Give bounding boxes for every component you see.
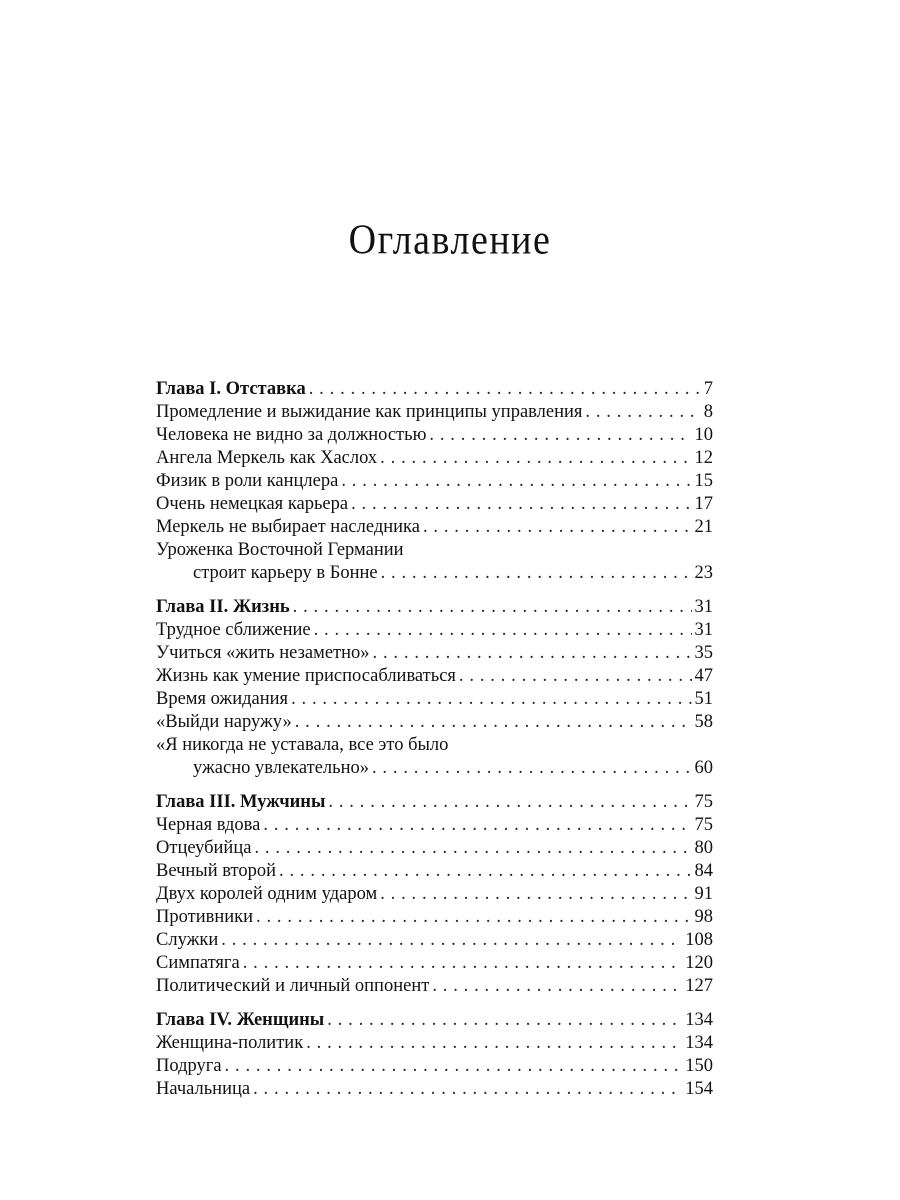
toc-page-number: 84 xyxy=(694,861,713,881)
toc-entry-title: Вечный второй xyxy=(156,861,277,881)
toc-entry-title: строит карьеру в Бонне xyxy=(193,563,378,583)
toc-entry[interactable] xyxy=(156,619,713,642)
toc-entry[interactable] xyxy=(156,814,713,837)
toc-entry-title: «Я никогда не уставала, все это было xyxy=(156,735,449,755)
toc-entry-title: Черная вдова xyxy=(156,815,261,835)
dot-leader xyxy=(381,562,692,585)
toc-entry[interactable] xyxy=(156,929,713,952)
toc-page-number: 154 xyxy=(685,1079,713,1099)
toc-page-number: 31 xyxy=(694,597,713,617)
toc-entry-title: Подруга xyxy=(156,1056,222,1076)
toc-page-number: 127 xyxy=(685,976,713,996)
toc-entry-title: Отцеубийца xyxy=(156,838,252,858)
toc-entry-title: Женщина-политик xyxy=(156,1033,304,1053)
dot-leader xyxy=(328,791,691,814)
dot-leader xyxy=(423,516,692,539)
toc-page-number: 58 xyxy=(694,712,713,732)
dot-leader xyxy=(253,1078,682,1101)
toc-entry[interactable] xyxy=(156,837,713,860)
toc-entry-title: Начальница xyxy=(156,1079,251,1099)
toc-page-number: 120 xyxy=(685,953,713,973)
toc-page-number: 23 xyxy=(694,563,713,583)
toc-entry-title: Время ожидания xyxy=(156,689,289,709)
chapter-separator xyxy=(156,998,713,1009)
toc-chapter-title: Глава I. Отставка xyxy=(156,379,306,399)
toc-entry-title: Физик в роли канцлера xyxy=(156,471,339,491)
toc-entry[interactable] xyxy=(156,424,713,447)
toc-page-number: 8 xyxy=(703,402,713,422)
dot-leader xyxy=(432,975,682,998)
toc-entry[interactable] xyxy=(156,975,713,998)
toc-page-number: 134 xyxy=(685,1010,713,1030)
dot-leader xyxy=(221,929,682,952)
toc-entry[interactable] xyxy=(156,562,713,585)
dot-leader xyxy=(380,447,691,470)
toc-entry[interactable] xyxy=(156,493,713,516)
toc-entry-title: Уроженка Восточной Германии xyxy=(156,540,404,560)
toc-entry[interactable] xyxy=(156,642,713,665)
toc-entry-title: Симпатяга xyxy=(156,953,240,973)
toc-page-number: 91 xyxy=(694,884,713,904)
toc-page-number: 134 xyxy=(685,1033,713,1053)
toc-page-number: 47 xyxy=(694,666,713,686)
toc-chapter-title: Глава III. Мужчины xyxy=(156,792,326,812)
toc-page-number: 17 xyxy=(694,494,713,514)
dot-leader xyxy=(309,378,701,401)
toc-page-number: 10 xyxy=(694,425,713,445)
toc-chapter-heading[interactable] xyxy=(156,378,713,401)
toc-entry-title: Очень немецкая карьера xyxy=(156,494,349,514)
chapter-separator xyxy=(156,585,713,596)
dot-leader xyxy=(429,424,691,447)
toc-entry-title: Трудное сближение xyxy=(156,620,311,640)
dot-leader xyxy=(254,837,691,860)
dot-leader xyxy=(373,642,692,665)
toc-entry[interactable] xyxy=(156,1055,713,1078)
dot-leader xyxy=(293,596,692,619)
toc-entry-title: Жизнь как умение приспосабливаться xyxy=(156,666,456,686)
toc-entry[interactable] xyxy=(156,883,713,906)
toc-chapter-heading[interactable] xyxy=(156,1009,713,1032)
toc-entry[interactable] xyxy=(156,401,713,424)
toc-entry[interactable] xyxy=(156,711,713,734)
dot-leader xyxy=(351,493,691,516)
dot-leader xyxy=(263,814,691,837)
toc-entry[interactable] xyxy=(156,906,713,929)
toc-entry-title: Служки xyxy=(156,930,219,950)
dot-leader xyxy=(225,1055,683,1078)
toc-page-number: 98 xyxy=(694,907,713,927)
toc-page-number: 60 xyxy=(694,758,713,778)
table-of-contents xyxy=(156,378,713,1101)
toc-entry-title: Ангела Меркель как Хаслох xyxy=(156,448,378,468)
dot-leader xyxy=(585,401,700,424)
dot-leader xyxy=(306,1032,682,1055)
dot-leader xyxy=(279,860,691,883)
toc-entry-title: «Выйди наружу» xyxy=(156,712,292,732)
toc-chapter-title: Глава IV. Женщины xyxy=(156,1010,325,1030)
dot-leader xyxy=(341,470,691,493)
toc-entry[interactable] xyxy=(156,447,713,470)
toc-entry[interactable] xyxy=(156,952,713,975)
dot-leader xyxy=(256,906,691,929)
toc-entry[interactable] xyxy=(156,688,713,711)
dot-leader xyxy=(243,952,683,975)
toc-page-number: 108 xyxy=(685,930,713,950)
dot-leader xyxy=(459,665,692,688)
toc-page-number: 12 xyxy=(694,448,713,468)
toc-entry[interactable] xyxy=(156,734,713,757)
page-title: Оглавление xyxy=(348,216,552,264)
toc-chapter-heading[interactable] xyxy=(156,596,713,619)
toc-entry-title: Человека не видно за должностью xyxy=(156,425,427,445)
dot-leader xyxy=(372,757,692,780)
dot-leader xyxy=(314,619,692,642)
toc-entry-title: Двух королей одним ударом xyxy=(156,884,378,904)
toc-page-number: 80 xyxy=(694,838,713,858)
toc-entry[interactable] xyxy=(156,665,713,688)
toc-chapter-title: Глава II. Жизнь xyxy=(156,597,290,617)
dot-leader xyxy=(295,711,692,734)
toc-page-number: 75 xyxy=(694,792,713,812)
toc-entry-title: Противники xyxy=(156,907,254,927)
toc-entry-title: Политический и личный оппонент xyxy=(156,976,430,996)
toc-page-number: 35 xyxy=(694,643,713,663)
toc-entry-title: Учиться «жить незаметно» xyxy=(156,643,370,663)
toc-page-number: 15 xyxy=(694,471,713,491)
toc-entry[interactable] xyxy=(156,1078,713,1101)
toc-page-number: 7 xyxy=(703,379,713,399)
toc-page-number: 51 xyxy=(694,689,713,709)
dot-leader xyxy=(380,883,691,906)
toc-chapter-heading[interactable] xyxy=(156,791,713,814)
chapter-separator xyxy=(156,780,713,791)
toc-page-number: 75 xyxy=(694,815,713,835)
toc-entry[interactable] xyxy=(156,1032,713,1055)
toc-page-number: 21 xyxy=(694,517,713,537)
toc-entry-title: ужасно увлекательно» xyxy=(193,758,369,778)
toc-entry[interactable] xyxy=(156,539,713,562)
toc-page-number: 31 xyxy=(694,620,713,640)
toc-entry[interactable] xyxy=(156,860,713,883)
dot-leader xyxy=(327,1009,682,1032)
dot-leader xyxy=(291,688,691,711)
toc-entry-title: Промедление и выжидание как принципы управления xyxy=(156,402,583,422)
toc-page-number: 150 xyxy=(685,1056,713,1076)
toc-entry-title: Меркель не выбирает наследника xyxy=(156,517,420,537)
toc-entry[interactable] xyxy=(156,757,713,780)
toc-entry[interactable] xyxy=(156,516,713,539)
toc-entry[interactable] xyxy=(156,470,713,493)
